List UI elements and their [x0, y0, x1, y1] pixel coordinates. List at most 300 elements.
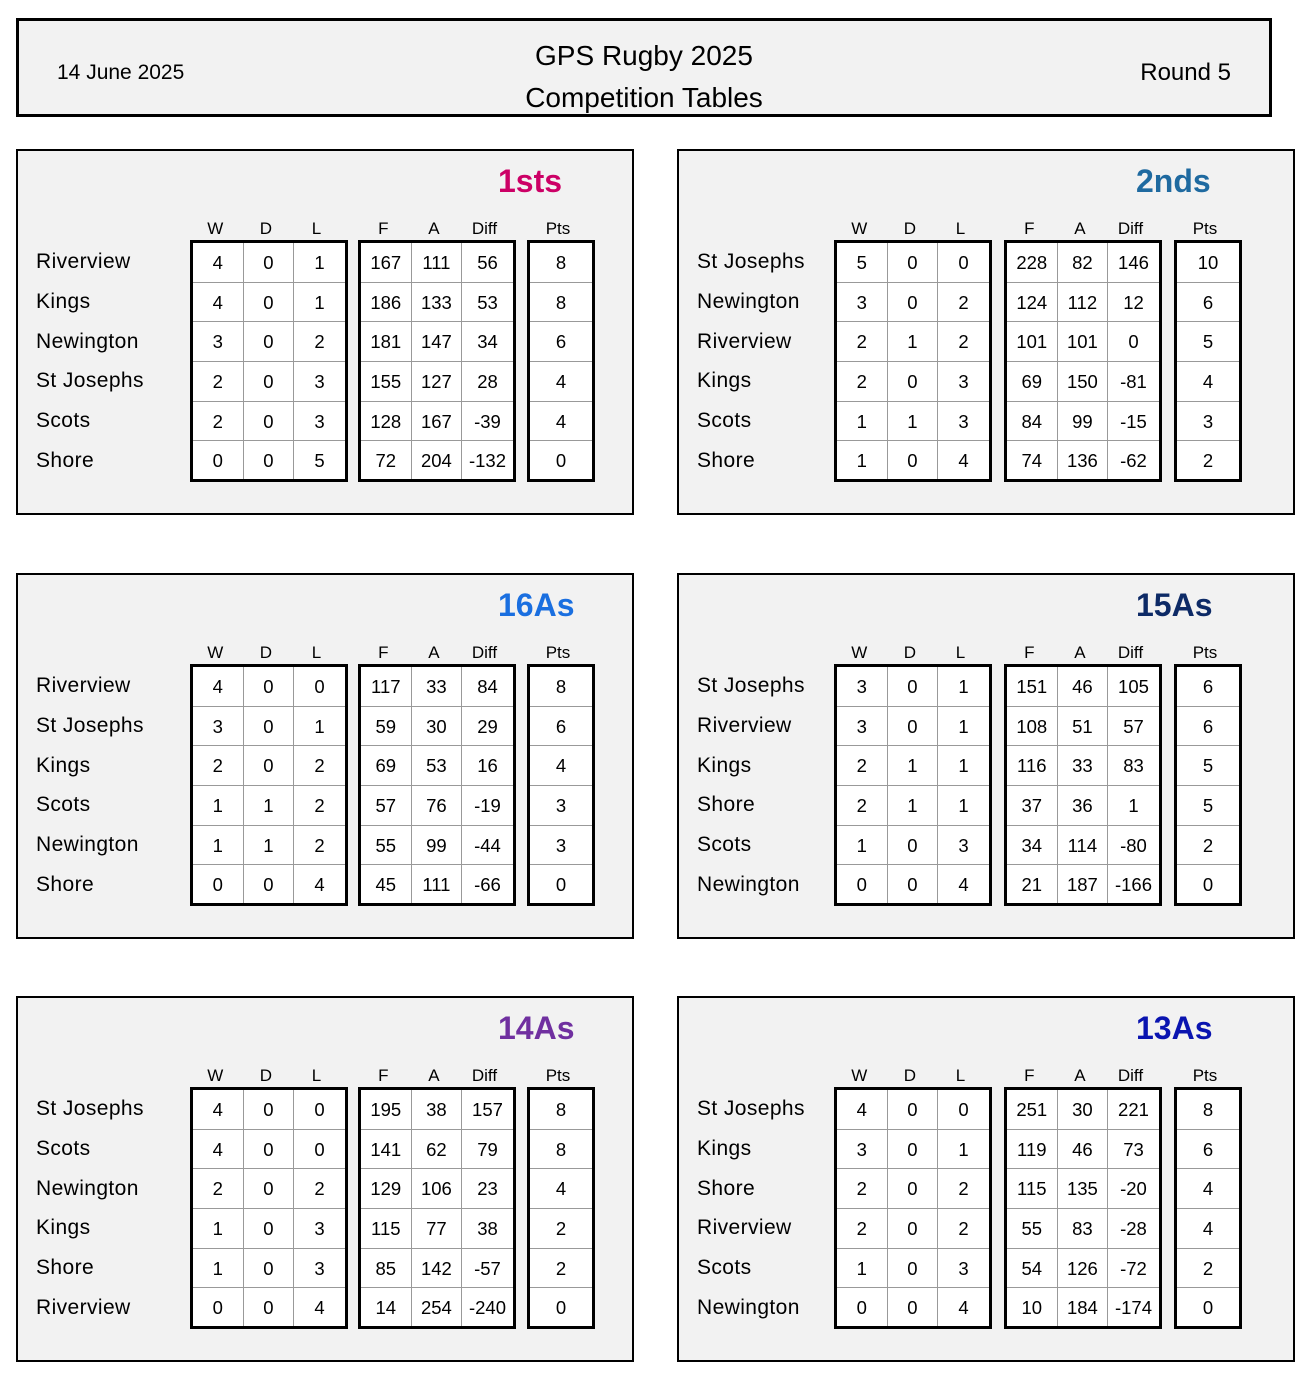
- team-names: [697, 242, 805, 481]
- cell-w: 2: [193, 362, 243, 402]
- cell-l: 1: [938, 667, 989, 707]
- cell-d: 0: [244, 1130, 294, 1170]
- table-panel-14as: [16, 996, 634, 1362]
- cell-l: 3: [294, 1249, 345, 1289]
- team-name: Kings: [697, 369, 752, 393]
- cell-diff: 0: [1108, 322, 1159, 362]
- cell-a: 135: [1058, 1169, 1108, 1209]
- cell-diff: 73: [1108, 1130, 1159, 1170]
- column-header-diff: Diff: [1117, 219, 1144, 238]
- column-header-a: A: [428, 219, 440, 238]
- team-names: [36, 666, 144, 905]
- cell-w: 2: [837, 362, 887, 402]
- column-l: [294, 243, 345, 479]
- cell-f: 21: [1021, 874, 1043, 896]
- column-header-w: W: [851, 1066, 868, 1085]
- column-a: [1058, 667, 1109, 903]
- points-group: [1004, 664, 1162, 906]
- cell-f: 72: [375, 450, 397, 472]
- cell-l: 0: [294, 667, 345, 707]
- column-d: [888, 243, 939, 479]
- cell-w: 3: [837, 707, 887, 747]
- team-name: St Josephs: [697, 250, 805, 273]
- cell-l: 3: [294, 402, 345, 442]
- cell-f: 57: [361, 786, 411, 826]
- header-date: 14 June 2025: [57, 61, 185, 84]
- cell-d: 0: [888, 1090, 938, 1130]
- cell-f: 101: [1007, 322, 1057, 362]
- cell-l: 1: [938, 746, 989, 786]
- column-header-f: F: [1024, 1066, 1035, 1085]
- cell-a: 36: [1058, 786, 1108, 826]
- column-header-diff: Diff: [1117, 643, 1144, 662]
- team-name: Shore: [697, 448, 756, 472]
- cell-d: 0: [888, 243, 938, 283]
- cell-f: 117: [361, 667, 411, 707]
- column-header-pts: Pts: [1192, 1066, 1218, 1085]
- table-panel-1sts: [16, 149, 634, 515]
- cell-w: 0: [212, 450, 223, 472]
- column-pts: [1177, 667, 1239, 903]
- cell-w: 2: [193, 1169, 243, 1209]
- cell-f: 119: [1007, 1130, 1057, 1170]
- cell-w: 4: [193, 283, 243, 323]
- cell-l: 1: [294, 707, 345, 747]
- cell-a: 133: [412, 283, 462, 323]
- cell-w: 3: [837, 1130, 887, 1170]
- cell-d: 0: [888, 667, 938, 707]
- team-name: St Josephs: [697, 674, 805, 697]
- cell-pts: 0: [1202, 1297, 1214, 1319]
- cell-d: 0: [244, 1249, 294, 1289]
- cell-l: 3: [938, 362, 989, 402]
- cell-diff: -81: [1108, 362, 1159, 402]
- column-d: [244, 243, 295, 479]
- column-l: [938, 1090, 989, 1326]
- column-header-f: F: [378, 219, 389, 238]
- column-l: [938, 667, 989, 903]
- cell-d: 0: [244, 667, 294, 707]
- cell-d: 0: [907, 450, 918, 472]
- team-name: Scots: [36, 793, 91, 817]
- cell-w: 2: [837, 1169, 887, 1209]
- cell-diff: -72: [1108, 1249, 1159, 1289]
- cell-a: 114: [1058, 826, 1108, 866]
- cell-a: 53: [412, 746, 462, 786]
- cell-f: 37: [1007, 786, 1057, 826]
- cell-w: 2: [837, 1209, 887, 1249]
- cell-pts: 4: [1177, 362, 1239, 402]
- cell-a: 46: [1058, 667, 1108, 707]
- column-w: [837, 243, 888, 479]
- cell-f: 10: [1021, 1297, 1043, 1319]
- cell-pts: 3: [530, 786, 592, 826]
- cell-l: 1: [938, 707, 989, 747]
- column-diff: [1108, 243, 1159, 479]
- cell-l: 2: [938, 1169, 989, 1209]
- cell-pts: 8: [530, 1130, 592, 1170]
- column-d: [888, 667, 939, 903]
- cell-l: 4: [958, 1297, 969, 1319]
- cell-diff: -44: [462, 826, 513, 866]
- cell-pts: 0: [555, 874, 567, 896]
- pts-group: [1174, 1087, 1242, 1329]
- cell-a: 184: [1066, 1297, 1098, 1319]
- cell-f: 251: [1007, 1090, 1057, 1130]
- cell-d: 1: [244, 786, 294, 826]
- cell-l: 2: [294, 826, 345, 866]
- results-group: [190, 240, 348, 482]
- cell-d: 0: [888, 1169, 938, 1209]
- header-round: Round 5: [1140, 59, 1231, 86]
- team-name: Scots: [36, 409, 91, 433]
- cell-d: 1: [888, 402, 938, 442]
- cell-w: 3: [193, 707, 243, 747]
- cell-pts: 8: [530, 1090, 592, 1130]
- column-f: [1007, 243, 1058, 479]
- cell-w: 2: [837, 786, 887, 826]
- table-panel-2nds: [677, 149, 1295, 515]
- cell-l: 3: [294, 1209, 345, 1249]
- cell-l: 2: [294, 786, 345, 826]
- cell-l: 0: [294, 1130, 345, 1170]
- cell-w: 1: [193, 786, 243, 826]
- column-header-f: F: [1024, 643, 1035, 662]
- column-header-diff: Diff: [471, 219, 498, 238]
- cell-a: 99: [412, 826, 462, 866]
- cell-diff: 53: [462, 283, 513, 323]
- cell-pts: 4: [530, 402, 592, 442]
- column-a: [1058, 1090, 1109, 1326]
- column-header-l: L: [955, 219, 966, 238]
- cell-diff: 56: [462, 243, 513, 283]
- column-pts: [530, 667, 592, 903]
- cell-w: 1: [193, 1209, 243, 1249]
- cell-diff: 105: [1108, 667, 1159, 707]
- team-name: Newington: [697, 1295, 800, 1319]
- cell-f: 85: [361, 1249, 411, 1289]
- column-header-l: L: [311, 1066, 322, 1085]
- cell-w: 0: [856, 874, 867, 896]
- points-group: [358, 240, 516, 482]
- cell-diff: 16: [462, 746, 513, 786]
- cell-a: 62: [412, 1130, 462, 1170]
- page-title: [19, 35, 1269, 119]
- cell-d: 0: [907, 874, 918, 896]
- table-panel-15as: [677, 573, 1295, 939]
- cell-diff: -19: [462, 786, 513, 826]
- column-header-l: L: [955, 643, 966, 662]
- cell-l: 3: [938, 826, 989, 866]
- column-header-diff: Diff: [471, 643, 498, 662]
- cell-pts: 5: [1177, 746, 1239, 786]
- cell-pts: 3: [530, 826, 592, 866]
- team-names: [36, 242, 144, 481]
- column-diff: [462, 1090, 513, 1326]
- cell-d: 0: [888, 1209, 938, 1249]
- cell-w: 2: [837, 746, 887, 786]
- table-title: 14As: [498, 1010, 575, 1046]
- cell-w: 4: [193, 1090, 243, 1130]
- cell-diff: 57: [1108, 707, 1159, 747]
- team-name: Kings: [36, 753, 91, 777]
- team-names: [697, 1089, 805, 1328]
- cell-w: 1: [193, 1249, 243, 1289]
- cell-a: 38: [412, 1090, 462, 1130]
- cell-pts: 0: [555, 450, 567, 472]
- column-pts: [1177, 1090, 1239, 1326]
- cell-l: 1: [938, 1130, 989, 1170]
- cell-w: 2: [193, 402, 243, 442]
- column-header-l: L: [955, 1066, 966, 1085]
- cell-w: 0: [212, 1297, 223, 1319]
- cell-d: 0: [888, 707, 938, 747]
- team-name: Kings: [36, 1216, 91, 1240]
- cell-pts: 6: [1177, 707, 1239, 747]
- cell-diff: -174: [1114, 1297, 1152, 1319]
- cell-w: 1: [193, 826, 243, 866]
- cell-f: 59: [361, 707, 411, 747]
- table-panel-16as: [16, 573, 634, 939]
- column-l: [294, 667, 345, 903]
- column-w: [193, 1090, 244, 1326]
- title-line-1: GPS Rugby 2025: [535, 40, 753, 71]
- column-header-w: W: [207, 643, 224, 662]
- cell-a: 112: [1058, 283, 1108, 323]
- column-w: [193, 667, 244, 903]
- cell-f: 181: [361, 322, 411, 362]
- column-header-w: W: [207, 1066, 224, 1085]
- cell-f: 124: [1007, 283, 1057, 323]
- cell-diff: -240: [468, 1297, 506, 1319]
- column-header-diff: Diff: [471, 1066, 498, 1085]
- cell-f: 195: [361, 1090, 411, 1130]
- column-f: [1007, 1090, 1058, 1326]
- team-name: Shore: [697, 793, 756, 817]
- cell-diff: 146: [1108, 243, 1159, 283]
- column-a: [412, 667, 463, 903]
- team-name: Riverview: [697, 713, 792, 737]
- cell-w: 2: [193, 746, 243, 786]
- column-header-a: A: [428, 1066, 440, 1085]
- column-header-pts: Pts: [545, 643, 571, 662]
- cell-l: 4: [314, 874, 325, 896]
- cell-w: 1: [856, 450, 867, 472]
- team-name: Shore: [36, 1256, 95, 1280]
- cell-w: 0: [856, 1297, 867, 1319]
- page-header: [16, 18, 1272, 117]
- column-d: [244, 667, 295, 903]
- column-header-diff: Diff: [1117, 1066, 1144, 1085]
- cell-pts: 4: [530, 1169, 592, 1209]
- cell-w: 5: [837, 243, 887, 283]
- cell-l: 3: [938, 1249, 989, 1289]
- team-name: Shore: [36, 872, 95, 896]
- team-name: Newington: [697, 872, 800, 896]
- team-name: Scots: [36, 1136, 91, 1160]
- cell-a: 126: [1058, 1249, 1108, 1289]
- cell-pts: 8: [1177, 1090, 1239, 1130]
- cell-a: 187: [1066, 874, 1098, 896]
- cell-diff: 29: [462, 707, 513, 747]
- team-name: Riverview: [36, 674, 131, 697]
- cell-d: 0: [244, 402, 294, 442]
- column-pts: [530, 1090, 592, 1326]
- cell-d: 1: [888, 786, 938, 826]
- cell-d: 1: [244, 826, 294, 866]
- cell-f: 55: [361, 826, 411, 866]
- cell-l: 2: [294, 322, 345, 362]
- column-header-d: D: [259, 643, 273, 662]
- cell-w: 4: [193, 1130, 243, 1170]
- cell-d: 0: [263, 1297, 274, 1319]
- cell-d: 0: [244, 322, 294, 362]
- cell-f: 151: [1007, 667, 1057, 707]
- team-name: St Josephs: [36, 713, 144, 737]
- pts-group: [527, 664, 595, 906]
- pts-group: [1174, 664, 1242, 906]
- cell-diff: 12: [1108, 283, 1159, 323]
- column-f: [361, 1090, 412, 1326]
- cell-diff: -20: [1108, 1169, 1159, 1209]
- cell-w: 4: [837, 1090, 887, 1130]
- team-name: Scots: [697, 833, 752, 857]
- cell-d: 0: [907, 1297, 918, 1319]
- cell-l: 0: [938, 1090, 989, 1130]
- cell-f: 141: [361, 1130, 411, 1170]
- cell-a: 106: [412, 1169, 462, 1209]
- cell-l: 3: [938, 402, 989, 442]
- column-header-pts: Pts: [1192, 643, 1218, 662]
- team-name: Kings: [36, 289, 91, 313]
- cell-f: 228: [1007, 243, 1057, 283]
- column-header-pts: Pts: [1192, 219, 1218, 238]
- cell-diff: -15: [1108, 402, 1159, 442]
- team-name: Newington: [36, 1176, 139, 1200]
- cell-l: 1: [294, 243, 345, 283]
- cell-l: 4: [958, 450, 969, 472]
- results-group: [834, 664, 992, 906]
- cell-d: 0: [263, 450, 274, 472]
- cell-w: 4: [193, 667, 243, 707]
- cell-pts: 2: [530, 1209, 592, 1249]
- cell-pts: 2: [1202, 450, 1214, 472]
- table-panel-13as: [677, 996, 1295, 1362]
- column-pts: [530, 243, 592, 479]
- cell-w: 3: [837, 667, 887, 707]
- cell-pts: 6: [1177, 667, 1239, 707]
- column-header-f: F: [1024, 219, 1035, 238]
- column-diff: [1108, 667, 1159, 903]
- column-d: [888, 1090, 939, 1326]
- cell-pts: 0: [555, 1297, 567, 1319]
- table-title: 13As: [1136, 1010, 1213, 1046]
- cell-a: 99: [1058, 402, 1108, 442]
- cell-diff: -39: [462, 402, 513, 442]
- cell-w: 1: [837, 402, 887, 442]
- team-name: Newington: [36, 329, 139, 353]
- column-l: [938, 243, 989, 479]
- points-group: [358, 664, 516, 906]
- cell-w: 0: [212, 874, 223, 896]
- cell-diff: 79: [462, 1130, 513, 1170]
- cell-d: 0: [888, 362, 938, 402]
- cell-diff: -62: [1120, 450, 1147, 472]
- team-name: Riverview: [697, 1216, 792, 1240]
- cell-f: 74: [1021, 450, 1043, 472]
- cell-f: 186: [361, 283, 411, 323]
- cell-l: 4: [314, 1297, 325, 1319]
- column-header-w: W: [851, 643, 868, 662]
- cell-pts: 5: [1177, 322, 1239, 362]
- cell-f: 14: [375, 1297, 397, 1319]
- cell-l: 2: [294, 746, 345, 786]
- column-a: [412, 243, 463, 479]
- column-header-d: D: [903, 643, 917, 662]
- team-names: [697, 666, 805, 905]
- column-w: [193, 243, 244, 479]
- cell-pts: 0: [1202, 874, 1214, 896]
- cell-pts: 3: [1177, 402, 1239, 442]
- column-header-d: D: [903, 219, 917, 238]
- cell-l: 2: [938, 283, 989, 323]
- cell-d: 0: [888, 1130, 938, 1170]
- cell-f: 69: [361, 746, 411, 786]
- cell-diff: 38: [462, 1209, 513, 1249]
- cell-diff: -28: [1108, 1209, 1159, 1249]
- team-name: St Josephs: [697, 1097, 805, 1120]
- cell-pts: 8: [530, 283, 592, 323]
- cell-a: 111: [412, 243, 462, 283]
- column-header-d: D: [259, 219, 273, 238]
- column-diff: [462, 667, 513, 903]
- team-name: Newington: [36, 833, 139, 857]
- column-header-pts: Pts: [545, 219, 571, 238]
- column-f: [361, 667, 412, 903]
- column-w: [837, 667, 888, 903]
- column-f: [361, 243, 412, 479]
- team-name: Shore: [697, 1176, 756, 1200]
- cell-d: 0: [244, 1090, 294, 1130]
- cell-pts: 4: [530, 746, 592, 786]
- cell-pts: 4: [1177, 1169, 1239, 1209]
- cell-f: 45: [375, 874, 397, 896]
- team-name: Riverview: [697, 329, 792, 353]
- cell-diff: -66: [474, 874, 501, 896]
- cell-a: 204: [420, 450, 452, 472]
- cell-a: 30: [412, 707, 462, 747]
- cell-l: 2: [938, 322, 989, 362]
- cell-w: 3: [193, 322, 243, 362]
- column-diff: [462, 243, 513, 479]
- cell-d: 0: [888, 283, 938, 323]
- team-name: Kings: [697, 753, 752, 777]
- team-name: Riverview: [36, 250, 131, 273]
- column-header-w: W: [207, 219, 224, 238]
- cell-f: 34: [1007, 826, 1057, 866]
- points-group: [358, 1087, 516, 1329]
- cell-diff: -57: [462, 1249, 513, 1289]
- table-title: 16As: [498, 587, 575, 623]
- cell-d: 0: [888, 826, 938, 866]
- column-header-f: F: [378, 1066, 389, 1085]
- cell-l: 1: [938, 786, 989, 826]
- cell-a: 46: [1058, 1130, 1108, 1170]
- cell-pts: 8: [530, 243, 592, 283]
- column-header-a: A: [1074, 219, 1086, 238]
- pts-group: [527, 240, 595, 482]
- cell-f: 55: [1007, 1209, 1057, 1249]
